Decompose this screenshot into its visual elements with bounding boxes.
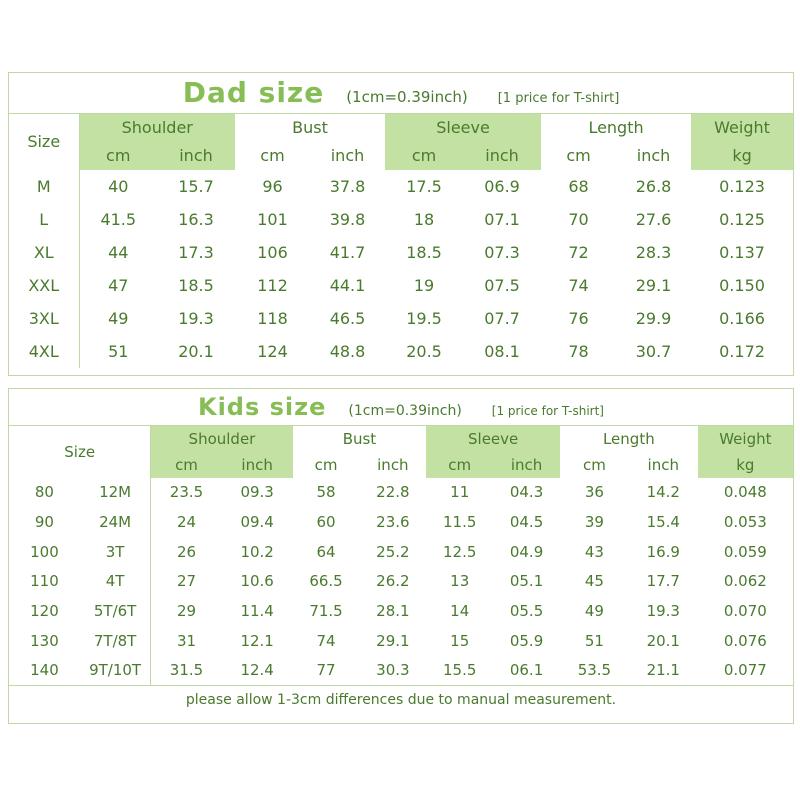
kids-bust-cm-header: cm <box>314 455 338 474</box>
dad-cell: 118 <box>257 308 288 328</box>
kids-cell: 100 <box>30 542 59 561</box>
kids-cell: 20.1 <box>646 631 680 650</box>
dad-cell: 0.172 <box>719 341 765 361</box>
dad-table-row <box>9 335 793 368</box>
dad-cell: 41.5 <box>100 209 137 229</box>
dad-cell: 106 <box>257 242 288 262</box>
kids-shoulder-inch-header: inch <box>222 452 293 478</box>
kids-cell: 05.5 <box>509 602 544 621</box>
dad-cell: 29.9 <box>635 308 672 328</box>
dad-cell: 0.150 <box>719 275 765 295</box>
dad-cell: 70 <box>568 209 589 229</box>
kids-cell: 0.070 <box>723 602 767 621</box>
kids-table-row <box>9 596 793 626</box>
kids-cell: 64 <box>316 542 336 561</box>
kids-cell: 130 <box>30 631 59 650</box>
dad-cell: 51 <box>108 341 129 361</box>
kids-cell: 66.5 <box>309 572 343 591</box>
kids-cell: 19.3 <box>646 602 680 621</box>
kids-cell: 0.053 <box>723 513 767 532</box>
dad-cell: 49 <box>108 308 129 328</box>
dad-cell: 07.5 <box>484 275 520 295</box>
kids-cell: 77 <box>316 661 336 680</box>
dad-title: Dad size <box>182 76 325 109</box>
dad-bust-inch-header: inch <box>330 146 365 165</box>
kids-cell: 31 <box>176 631 197 650</box>
dad-cell: 44.1 <box>329 275 366 295</box>
dad-cell: 06.9 <box>484 176 520 196</box>
kids-cell: 51 <box>584 631 604 650</box>
dad-cell: 76 <box>568 308 589 328</box>
kids-cell: 11.4 <box>240 602 274 621</box>
dad-cell: 0.123 <box>719 176 765 196</box>
kids-cell: 110 <box>30 572 59 591</box>
kids-cell: 12.1 <box>240 631 274 650</box>
dad-shoulder-inch-header: inch <box>157 142 235 170</box>
kids-cell: 26 <box>176 542 197 561</box>
kids-cell: 30.3 <box>376 661 410 680</box>
dad-cell: 17.3 <box>178 242 214 262</box>
kids-cell: 24M <box>80 507 151 537</box>
dad-cell: 101 <box>257 209 288 229</box>
dad-size-table <box>9 113 793 368</box>
kids-sleeve-inch-header: inch <box>493 452 560 478</box>
dad-cell: 18 <box>413 209 435 229</box>
kids-cell: 80 <box>34 483 54 502</box>
dad-cell: 18.5 <box>178 275 214 295</box>
kids-cell: 29 <box>176 602 197 621</box>
dad-cell: 27.6 <box>635 209 672 229</box>
dad-cell: 78 <box>568 341 589 361</box>
dad-sleeve-header: Sleeve <box>385 114 541 142</box>
dad-cell: 17.5 <box>406 176 442 196</box>
dad-cell: 19 <box>413 275 435 295</box>
kids-table-row <box>9 478 793 508</box>
dad-table-row <box>9 170 793 203</box>
kids-cell: 12.5 <box>443 542 477 561</box>
kids-sleeve-header: Sleeve <box>426 426 560 452</box>
dad-cell: 37.8 <box>329 176 366 196</box>
kids-cell: 0.076 <box>723 631 767 650</box>
kids-bust-header: Bust <box>293 426 427 452</box>
kids-cell: 53.5 <box>577 661 612 680</box>
kids-cell: 21.1 <box>646 661 680 680</box>
kids-cell: 120 <box>30 602 59 621</box>
dad-cell: 0.137 <box>719 242 765 262</box>
dad-cell: M <box>9 170 79 203</box>
kids-cell: 10.6 <box>240 572 274 591</box>
kids-cell: 04.5 <box>509 513 544 532</box>
kids-table-row <box>9 567 793 597</box>
kids-cell: 90 <box>34 513 54 532</box>
dad-cell: 39.8 <box>329 209 366 229</box>
dad-shoulder-header: Shoulder <box>79 114 235 142</box>
kids-cell: 27 <box>176 572 197 591</box>
dad-cell: 124 <box>257 341 288 361</box>
dad-cell: 19.5 <box>406 308 442 328</box>
kids-cell: 12M <box>80 478 151 508</box>
kids-cell: 5T/6T <box>80 596 151 626</box>
dad-table-row <box>9 236 793 269</box>
dad-cell: 40 <box>108 176 129 196</box>
dad-size-header: Size <box>9 114 79 170</box>
kids-cell: 23.5 <box>169 483 204 502</box>
kids-cell: 05.9 <box>509 631 544 650</box>
kids-size-chart <box>8 388 794 724</box>
kids-cell: 14.2 <box>646 483 680 502</box>
kids-cell: 11.5 <box>443 513 477 532</box>
dad-table-row <box>9 203 793 236</box>
dad-cell: 48.8 <box>329 341 366 361</box>
kids-cell: 45 <box>584 572 604 591</box>
kids-cell: 13 <box>450 572 470 591</box>
kids-price-note: [1 price for T-shirt] <box>491 404 604 418</box>
kids-cell: 71.5 <box>309 602 343 621</box>
dad-cell: 07.3 <box>484 242 520 262</box>
dad-length-header: Length <box>541 114 691 142</box>
kids-cell: 16.9 <box>646 542 680 561</box>
dad-cell: 30.7 <box>635 341 672 361</box>
kids-title-row <box>9 389 793 425</box>
dad-cell: 0.166 <box>719 308 765 328</box>
kids-cell: 43 <box>584 542 604 561</box>
dad-weight-kg-header: kg <box>691 142 793 170</box>
dad-cell: 08.1 <box>484 341 520 361</box>
kids-cell: 09.3 <box>240 483 274 502</box>
dad-cell: 72 <box>568 242 589 262</box>
kids-cell: 12.4 <box>240 661 274 680</box>
kids-size-header: Size <box>9 426 151 478</box>
dad-cell: 44 <box>108 242 129 262</box>
kids-weight-header: Weight <box>698 426 793 452</box>
kids-sleeve-cm-header: cm <box>426 452 493 478</box>
kids-cell: 22.8 <box>376 483 410 502</box>
kids-cell: 0.048 <box>723 483 767 502</box>
kids-cell: 04.3 <box>509 483 544 502</box>
dad-cell: 3XL <box>9 302 79 335</box>
kids-cell: 0.077 <box>723 661 767 680</box>
dad-cell: 20.5 <box>406 341 442 361</box>
kids-cell: 14 <box>450 602 470 621</box>
dad-size-chart <box>8 72 794 376</box>
kids-cell: 10.2 <box>240 542 274 561</box>
kids-cell: 11 <box>450 483 470 502</box>
dad-cell: XL <box>9 236 79 269</box>
kids-cell: 06.1 <box>509 661 544 680</box>
kids-conversion-note: (1cm=0.39inch) <box>348 403 462 419</box>
dad-cell: 07.1 <box>484 209 520 229</box>
kids-cell: 15.4 <box>646 513 680 532</box>
dad-length-inch-header: inch <box>636 146 671 165</box>
kids-cell: 3T <box>80 537 151 567</box>
kids-cell: 15.5 <box>443 661 477 680</box>
kids-length-inch-header: inch <box>647 455 679 474</box>
kids-cell: 24 <box>176 513 197 532</box>
dad-sleeve-inch-header: inch <box>463 142 541 170</box>
dad-cell: XXL <box>9 269 79 302</box>
kids-weight-kg-header: kg <box>698 452 793 478</box>
kids-cell: 49 <box>584 602 604 621</box>
kids-cell: 28.1 <box>376 602 410 621</box>
kids-cell: 26.2 <box>376 572 410 591</box>
dad-bust-cm-header: cm <box>260 146 285 165</box>
kids-cell: 7T/8T <box>80 626 151 656</box>
dad-table-row <box>9 302 793 335</box>
kids-shoulder-cm-header: cm <box>151 452 222 478</box>
dad-cell: 16.3 <box>178 209 214 229</box>
dad-cell: 0.125 <box>719 209 765 229</box>
kids-cell: 9T/10T <box>80 656 151 686</box>
kids-cell: 140 <box>30 661 59 680</box>
kids-cell: 60 <box>316 513 336 532</box>
kids-cell: 4T <box>80 567 151 597</box>
kids-cell: 0.059 <box>723 542 767 561</box>
kids-cell: 04.9 <box>509 542 544 561</box>
dad-cell: 74 <box>568 275 589 295</box>
kids-bust-inch-header: inch <box>377 455 409 474</box>
kids-shoulder-header: Shoulder <box>151 426 293 452</box>
measurement-footnote: please allow 1-3cm differences due to manual measurement. <box>9 685 793 714</box>
kids-cell: 74 <box>316 631 336 650</box>
kids-table-row <box>9 656 793 686</box>
dad-cell: 29.1 <box>635 275 672 295</box>
kids-cell: 05.1 <box>509 572 544 591</box>
dad-sleeve-cm-header: cm <box>385 142 463 170</box>
dad-cell: 47 <box>108 275 129 295</box>
kids-cell: 23.6 <box>376 513 410 532</box>
kids-cell: 58 <box>316 483 336 502</box>
dad-weight-header: Weight <box>691 114 793 142</box>
dad-cell: 4XL <box>9 335 79 368</box>
dad-price-note: [1 price for T-shirt] <box>497 91 620 106</box>
dad-cell: 46.5 <box>329 308 366 328</box>
dad-bust-header: Bust <box>235 114 385 142</box>
dad-cell: 96 <box>262 176 283 196</box>
kids-title: Kids size <box>197 393 327 421</box>
kids-table-row <box>9 626 793 656</box>
dad-cell: 15.7 <box>178 176 214 196</box>
kids-cell: 17.7 <box>646 572 680 591</box>
dad-length-cm-header: cm <box>566 146 591 165</box>
kids-cell: 39 <box>584 513 604 532</box>
dad-shoulder-cm-header: cm <box>79 142 157 170</box>
kids-cell: 15 <box>450 631 470 650</box>
dad-conversion-note: (1cm=0.39inch) <box>346 88 468 106</box>
kids-size-table <box>9 425 793 685</box>
kids-cell: 29.1 <box>376 631 410 650</box>
kids-cell: 25.2 <box>376 542 410 561</box>
dad-cell: 19.3 <box>178 308 214 328</box>
dad-title-row <box>9 73 793 113</box>
kids-table-row <box>9 507 793 537</box>
kids-table-row <box>9 537 793 567</box>
dad-cell: 20.1 <box>178 341 214 361</box>
dad-cell: 18.5 <box>406 242 442 262</box>
dad-cell: 28.3 <box>635 242 672 262</box>
dad-cell: 112 <box>257 275 288 295</box>
dad-cell: L <box>9 203 79 236</box>
dad-table-row <box>9 269 793 302</box>
kids-cell: 09.4 <box>240 513 274 532</box>
kids-length-cm-header: cm <box>582 455 606 474</box>
kids-cell: 31.5 <box>169 661 204 680</box>
dad-cell: 26.8 <box>635 176 672 196</box>
dad-cell: 07.7 <box>484 308 520 328</box>
dad-cell: 68 <box>568 176 589 196</box>
kids-length-header: Length <box>560 426 698 452</box>
kids-cell: 36 <box>584 483 604 502</box>
kids-cell: 0.062 <box>723 572 767 591</box>
dad-cell: 41.7 <box>329 242 366 262</box>
